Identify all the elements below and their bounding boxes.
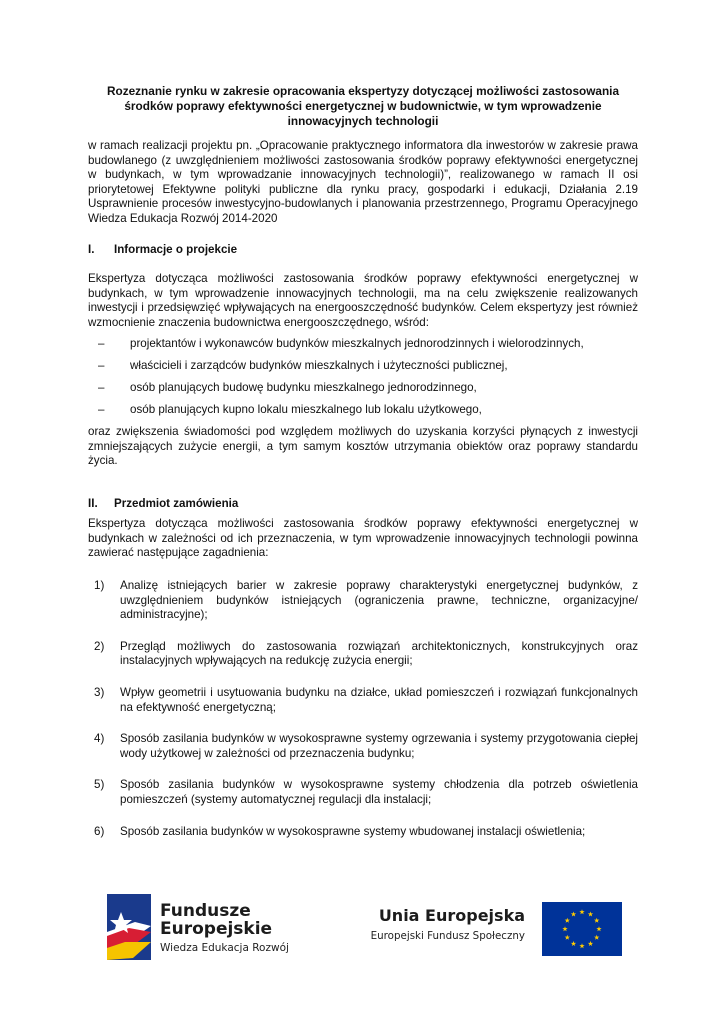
item-number: 5): [94, 778, 105, 792]
list-item: [88, 403, 638, 418]
intro-paragraph: w ramach realizacji projektu pn. „Opracowanie praktycznego informatora dla inwestorów w zakresie prawa budowlanego (z uwzględnieniem możliwości zastosowania środków poprawy efektywności energetycznej w budynkach, w tym wprowadzanie innowacyjnych technologii)”, realizowanego w ramach II osi priorytetowej Efektywne polityki publiczne dla rynku pracy, gospodarki i edukacji, Działania 2.19 Usprawnienie procesów inwestycyjno-budowlanych i planowania przestrzennego, Programu Operacyjnego Wiedza Edukacja Rozwój 2014-2020: [88, 139, 638, 225]
section-1-heading: [88, 243, 638, 258]
section-1-closing: oraz zwiększenia świadomości pod względem możliwych do uzyskania korzyści płynących z inwestycji zmniejszających zużycie energii, a tym samym kosztów utrzymania obiektów oraz poprawy standardu życia.: [88, 424, 638, 468]
list-item: [88, 359, 638, 374]
eu-logo-line2: Europejski Fundusz Społeczny: [370, 930, 525, 942]
bullet-marker: –: [98, 358, 105, 372]
list-item: [88, 337, 638, 352]
item-text: Przegląd możliwych do zastosowania rozwiązań architektonicznych, konstrukcyjnych oraz instalacyjnych wpływających na redukcję zużycia energii;: [120, 639, 638, 668]
document-body: [88, 84, 638, 856]
fe-logo-line1: Fundusze: [160, 901, 251, 921]
item-number: 2): [94, 639, 105, 653]
section-2-numbered-list: [88, 579, 638, 839]
bullet-marker: –: [98, 336, 105, 350]
section-2-number: II.: [88, 496, 98, 510]
list-item: [88, 686, 638, 715]
section-2-title: Przedmiot zamówienia: [114, 496, 239, 510]
section-2-paragraph: Ekspertyza dotycząca możliwości zastosowania środków poprawy efektywności energetycznej w budynkach w zależności od ich przeznaczenia, w tym wprowadzenie innowacyjnych technologii powinna zawierać następujące zagadnienia:: [88, 517, 638, 560]
item-text: Wpływ geometrii i usytuowania budynku na działce, układ pomieszczeń i rozwiązań funkcjonalnych na efektywność energetyczną;: [120, 686, 638, 714]
eu-logo-line1: Unia Europejska: [378, 906, 525, 925]
item-text: Analizę istniejących barier w zakresie poprawy charakterystyki energetycznej budynków, z uwzględnieniem budynków istniejących (ograniczenia prawne, techniczne, organizacyjne/ administracyjne);: [120, 579, 638, 622]
item-number: 1): [94, 579, 105, 593]
list-item: [88, 778, 638, 807]
bullet-marker: –: [98, 380, 105, 394]
item-number: 4): [94, 732, 105, 746]
bullet-marker: –: [98, 402, 105, 416]
section-2-heading: [88, 497, 638, 512]
item-number: 6): [94, 824, 105, 838]
item-text: Sposób zasilania budynków w wysokosprawne systemy chłodzenia dla potrzeb oświetlenia pomieszczeń (systemy automatycznej regulacji dla instalacji;: [120, 778, 638, 806]
bullet-text: osób planujących kupno lokalu mieszkalnego lub lokalu użytkowego,: [130, 402, 482, 416]
fe-logo-line2: Europejskie: [160, 919, 273, 939]
list-item: [88, 640, 638, 669]
bullet-text: projektantów i wykonawców budynków mieszkalnych jednorodzinnych i wielorodzinnych,: [130, 336, 584, 350]
item-text: Sposób zasilania budynków w wysokosprawne systemy wbudowanej instalacji oświetlenia;: [120, 824, 586, 838]
list-item: [88, 381, 638, 396]
bullet-text: właścicieli i zarządców budynków mieszkalnych i użyteczności publicznej,: [130, 358, 508, 372]
fundusze-europejskie-logo-text: [160, 902, 289, 954]
unia-europejska-logo-text: [350, 906, 525, 942]
list-item: [88, 825, 638, 840]
bullet-text: osób planujących budowę budynku mieszkalnego jednorodzinnego,: [130, 380, 477, 394]
list-item: [88, 579, 638, 623]
item-text: Sposób zasilania budynków w wysokosprawne systemy ogrzewania i systemy przygotowania ciepłej wody użytkowej w zależności od przeznaczenia budynku;: [120, 732, 638, 760]
list-item: [88, 732, 638, 761]
fundusze-europejskie-star-icon: [105, 892, 155, 962]
document-title: Rozeznanie rynku w zakresie opracowania ekspertyzy dotyczącej możliwości zastosowania środków poprawy efektywności energetycznej w budownictwie, w tym wprowadzenie innowacyjnych technologii: [106, 84, 620, 128]
section-1-bullet-list: [88, 337, 638, 418]
section-1-number: I.: [88, 242, 95, 256]
item-number: 3): [94, 686, 105, 700]
section-1-title: Informacje o projekcie: [114, 242, 238, 256]
fe-logo-line3: Wiedza Edukacja Rozwój: [160, 942, 289, 954]
footer-logos: [0, 886, 725, 966]
eu-flag-icon: [542, 902, 622, 956]
section-1-paragraph: Ekspertyza dotycząca możliwości zastosowania środków poprawy efektywności energetycznej w budynkach, w tym wprowadzenie innowacyjnych technologii, ma na celu zwiększenie realizowanych inwestycji i przedsięwzięć wpływających na energooszczędność budynków. Celem ekspertyzy jest również wzmocnienie znaczenia budownictwa energooszczędnego, wśród:: [88, 272, 638, 329]
